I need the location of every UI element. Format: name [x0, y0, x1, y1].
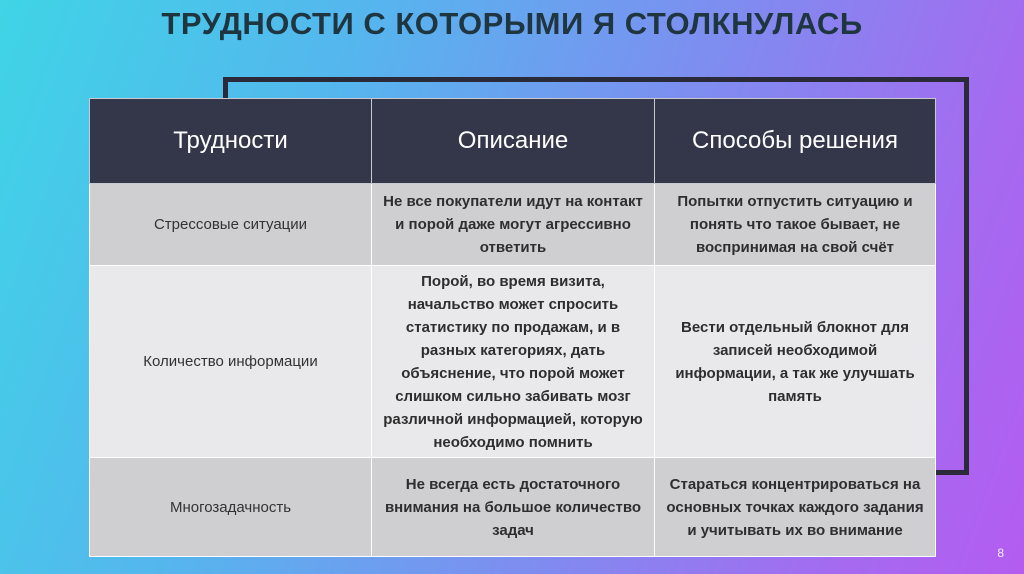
cell-solution: Вести отдельный блокнот для записей необходимой информации, а так же улучшать память — [655, 266, 936, 458]
slide-title: ТРУДНОСТИ С КОТОРЫМИ Я СТОЛКНУЛАСЬ — [161, 6, 863, 41]
table-row — [90, 266, 936, 458]
page-number: 8 — [997, 546, 1004, 560]
cell-solution: Попытки отпустить ситуацию и понять что такое бывает, не воспринимая на свой счёт — [655, 184, 936, 266]
cell-solution: Стараться концентрироваться на основных точках каждого задания и учитывать их во внимание — [655, 458, 936, 557]
header-solutions: Способы решения — [655, 99, 936, 184]
difficulties-table — [89, 98, 936, 557]
header-difficulties: Трудности — [90, 99, 372, 184]
table-header-row — [90, 99, 936, 184]
cell-description: Не всегда есть достаточного внимания на большое количество задач — [372, 458, 655, 557]
table-row — [90, 184, 936, 266]
cell-difficulty: Стрессовые ситуации — [90, 184, 372, 266]
cell-difficulty: Количество информации — [90, 266, 372, 458]
cell-description: Не все покупатели идут на контакт и порой даже могут агрессивно ответить — [372, 184, 655, 266]
table-row — [90, 458, 936, 557]
header-description: Описание — [372, 99, 655, 184]
cell-difficulty: Многозадачность — [90, 458, 372, 557]
cell-description: Порой, во время визита, начальство может спросить статистику по продажам, и в разных категориях, дать объяснение, что порой может слишком сильно забивать мозг различной информацией, которую необходимо помнить — [372, 266, 655, 458]
